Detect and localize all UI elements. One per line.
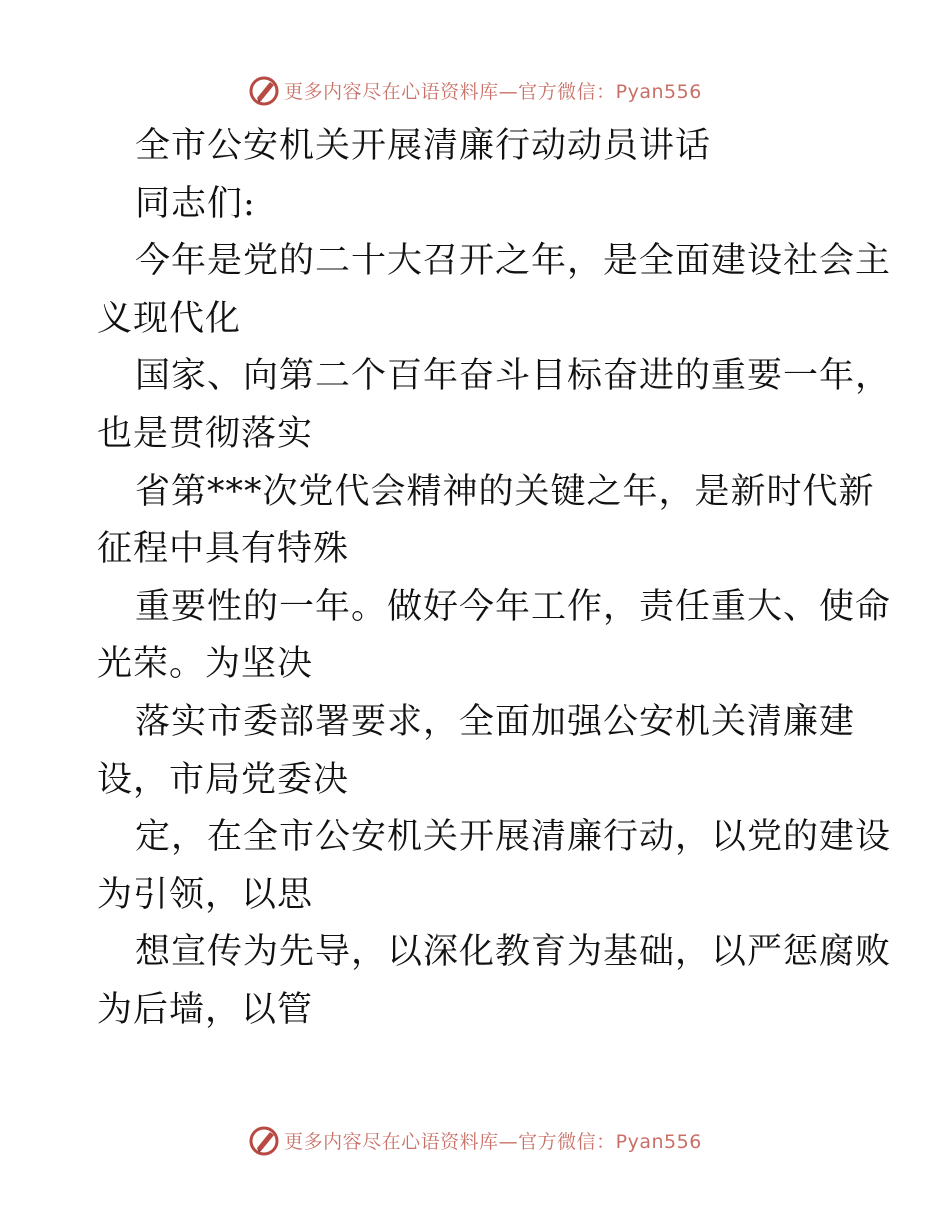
text-line: 为后墙，以管 xyxy=(97,989,314,1030)
text-line: 想宣传为先导，以深化教育为基础，以严惩腐败 xyxy=(135,932,892,973)
banner-text: 更多内容尽在心语资料库—官方微信：Pyan556 xyxy=(284,1130,702,1153)
text-line: 国家、向第二个百年奋斗目标奋进的重要一年， xyxy=(135,356,892,397)
text-line: 义现代化 xyxy=(97,298,242,339)
document-body xyxy=(97,118,892,1040)
text-line: 也是贯彻落实 xyxy=(97,413,314,454)
text-line: 省第***次党代会精神的关键之年，是新时代新 xyxy=(135,471,875,512)
banner-text: 更多内容尽在心语资料库—官方微信：Pyan556 xyxy=(284,80,702,103)
text-line: 重要性的一年。做好今年工作，责任重大、使命 xyxy=(135,586,892,627)
text-line: 设，市局党委决 xyxy=(97,759,350,800)
text-line: 今年是党的二十大召开之年，是全面建设社会主 xyxy=(135,241,892,282)
text-line: 定，在全市公安机关开展清廉行动，以党的建设 xyxy=(135,817,892,858)
footer-banner xyxy=(0,1120,950,1160)
text-line: 征程中具有特殊 xyxy=(97,529,350,570)
pen-logo-icon xyxy=(248,74,280,106)
text-line: 光荣。为坚决 xyxy=(97,644,314,685)
document-title: 全市公安机关开展清廉行动动员讲话 xyxy=(135,126,712,166)
salutation: 同志们: xyxy=(135,183,256,224)
pen-logo-icon xyxy=(248,1124,280,1156)
header-banner xyxy=(0,70,950,110)
text-line: 为引领，以思 xyxy=(97,874,314,915)
text-line: 落实市委部署要求，全面加强公安机关清廉建 xyxy=(135,701,856,742)
